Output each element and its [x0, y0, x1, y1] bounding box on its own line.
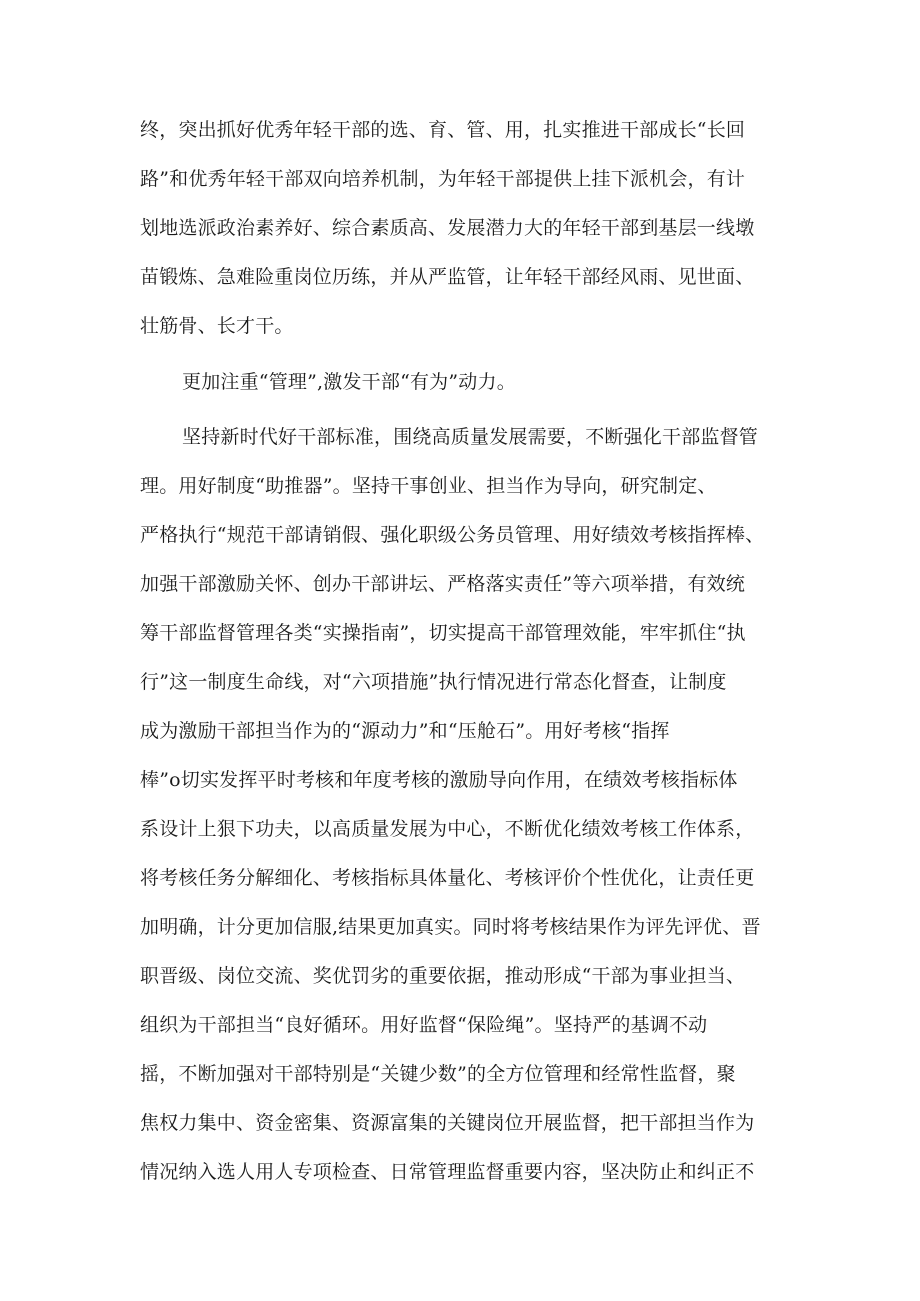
section-heading: 更加注重“管理”,激发干部“有为”动力。 — [182, 371, 516, 393]
text-line: 焦权力集中、资金密集、资源富集的关键岗位开展监督，把干部担当作为 — [140, 1112, 755, 1134]
text-line: 职晋级、岗位交流、奖优罚劣的重要依据，推动形成“干部为事业担当、 — [140, 965, 746, 987]
text-line: 棒”o切实发挥平时考核和年度考核的激励导向作用，在绩效考核指标体 — [140, 769, 738, 791]
text-line: 摇，不断加强对干部特别是“关键少数”的全方位管理和经常性监督，聚 — [140, 1063, 736, 1085]
text-line: 壮筋骨、长才干。 — [140, 315, 294, 337]
text-line: 组织为干部担当“良好循环。用好监督“保险绳”。坚持严的基调不动 — [140, 1014, 708, 1036]
text-line: 筹干部监督管理各类“实操指南”，切实提高干部管理效能，牢牢抓住“执 — [140, 622, 746, 644]
text-line: 苗锻炼、急难险重岗位历练，并从严监管，让年轻干部经风雨、见世面、 — [140, 266, 755, 288]
paragraph-first-line: 坚持新时代好干部标准，围绕高质量发展需要，不断强化干部监督管 — [182, 426, 759, 448]
text-line: 行”这一制度生命线，对“六项措施”执行情况进行常态化督查，让制度 — [140, 671, 727, 693]
text-line: 严格执行“规范干部请销假、强化职级公务员管理、用好绩效考核指挥棒、 — [140, 524, 765, 546]
text-line: 加强干部激励关怀、创办干部讲坛、严格落实责任”等六项举措，有效统 — [140, 573, 746, 595]
text-line: 理。用好制度“助推器”。坚持干事创业、担当作为导向，研究制定、 — [140, 475, 717, 497]
text-line: 成为激励干部担当作为的“源动力”和“压舱石”。用好考核“指挥 — [140, 720, 670, 742]
text-line: 情况纳入选人用人专项检查、日常管理监督重要内容，坚决防止和纠正不 — [140, 1161, 755, 1183]
text-line: 路”和优秀年轻干部双向培养机制，为年轻干部提供上挂下派机会，有计 — [140, 168, 746, 190]
text-line: 将考核任务分解细化、考核指标具体量化、考核评价个性优化，让责任更 — [140, 867, 755, 889]
text-line: 终，突出抓好优秀年轻干部的选、育、管、用，扎实推进干部成长“长回 — [140, 119, 746, 141]
text-line: 划地选派政治素养好、综合素质高、发展潜力大的年轻干部到基层一线墩 — [140, 217, 755, 239]
text-line: 加明确，计分更加信服,结果更加真实。同时将考核结果作为评先评优、晋 — [140, 916, 761, 938]
text-line: 系设计上狠下功夫，以高质量发展为中心，不断优化绩效考核工作体系， — [140, 818, 755, 840]
